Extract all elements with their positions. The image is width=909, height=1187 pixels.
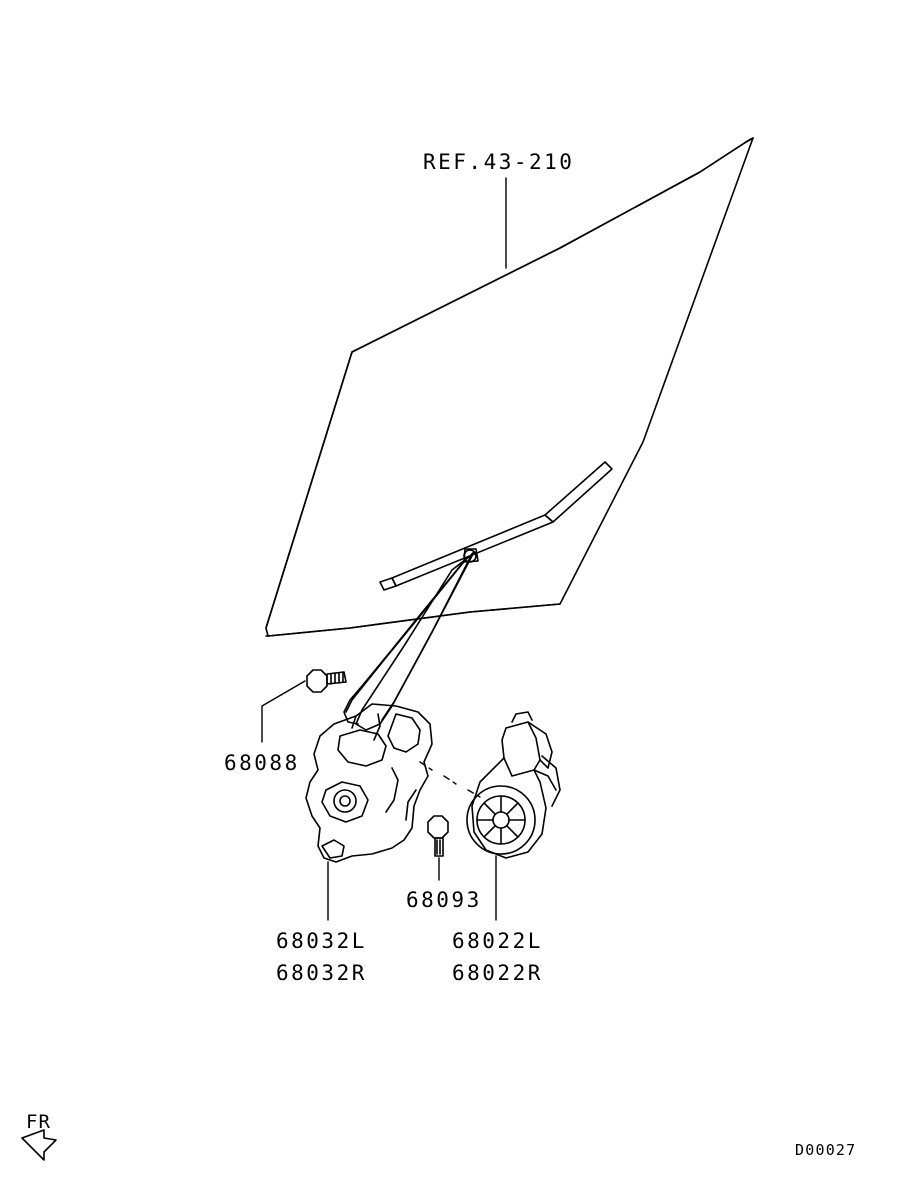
callout-label-68032l: 68032L	[276, 929, 367, 953]
regulator-bolt-part	[307, 670, 346, 692]
window-motor-part	[467, 712, 560, 858]
motor-bolt-part	[428, 816, 448, 856]
callout-label-68093: 68093	[406, 888, 482, 912]
drawing-code-label: D00027	[795, 1141, 857, 1159]
callout-label-68032r: 68032R	[276, 961, 367, 985]
callout-label-68022r: 68022R	[452, 961, 543, 985]
callout-label-ref: REF.43-210	[423, 150, 575, 174]
callout-label-68022l: 68022L	[452, 929, 543, 953]
door-glass-part	[266, 138, 753, 636]
front-direction-arrow	[22, 1130, 56, 1160]
callout-label-68088: 68088	[224, 751, 300, 775]
orientation-marker-label: FR	[26, 1111, 51, 1133]
window-regulator-part	[306, 549, 478, 862]
